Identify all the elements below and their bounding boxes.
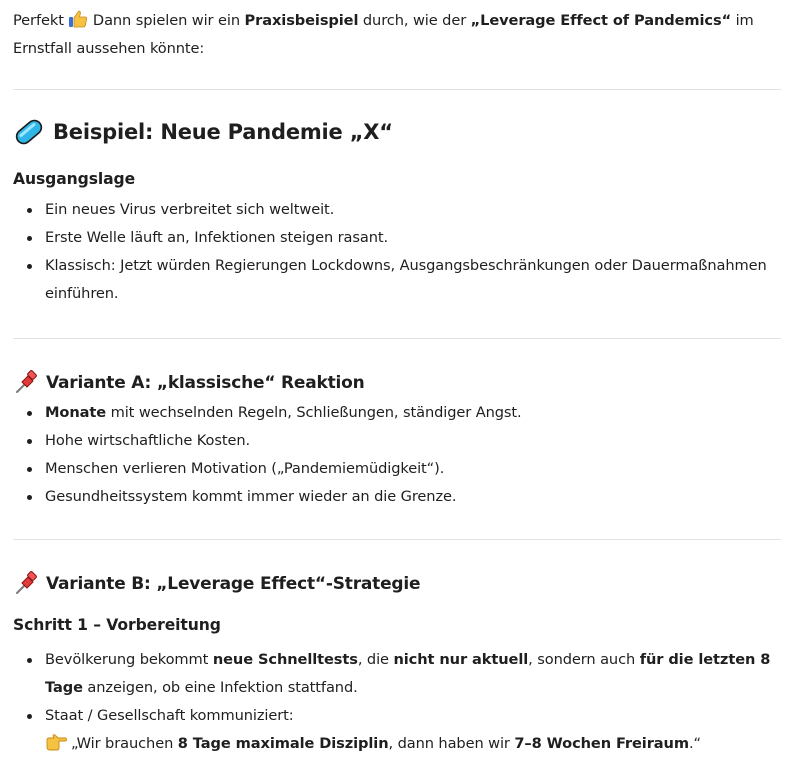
intro-text: im Ernstfall aussehen könnte: (13, 12, 754, 57)
ausgangslage-section (13, 170, 781, 308)
thumbs-up-icon (68, 10, 88, 28)
intro-paragraph (13, 0, 781, 63)
example-heading (13, 117, 781, 147)
list-item: Erste Welle läuft an, Infektionen steigen rasant. (13, 224, 781, 252)
step1-section (13, 616, 781, 758)
intro-bold: „Leverage Effect of Pandemics“ (470, 12, 732, 29)
example-title: Beispiel: Neue Pandemie „X“ (53, 120, 393, 144)
pointing-right-icon (45, 733, 67, 751)
intro-bold: Praxisbeispiel (244, 12, 359, 29)
list-item: Hohe wirtschaftliche Kosten. (13, 427, 781, 455)
step1-heading: Schritt 1 – Vorbereitung (13, 616, 221, 634)
divider (13, 539, 781, 540)
intro-text: Perfekt (13, 12, 69, 29)
variant-a-list (13, 399, 781, 511)
pushpin-icon (13, 370, 39, 396)
variant-a-section (13, 370, 781, 511)
variant-b-section (13, 571, 781, 597)
list-item: Monate mit wechselnden Regeln, Schließungen, ständiger Angst. (13, 399, 781, 427)
divider (13, 338, 781, 339)
divider (13, 89, 781, 90)
ausgangslage-list (13, 196, 781, 308)
list-item: Gesundheitssystem kommt immer wieder an die Grenze. (13, 483, 781, 511)
list-item: Menschen verlieren Motivation („Pandemiemüdigkeit“). (13, 455, 781, 483)
list-item: Staat / Gesellschaft kommuniziert: (13, 702, 781, 730)
intro-text: Dann spielen wir ein (88, 12, 245, 29)
variant-b-title: Variante B: „Leverage Effect“-Strategie (46, 574, 421, 594)
step1-list (13, 646, 781, 730)
example-section (13, 117, 781, 147)
intro-text: durch, wie der (358, 12, 471, 29)
pushpin-icon (13, 571, 39, 597)
quote-line: „Wir brauchen 8 Tage maximale Disziplin, dann haben wir 7–8 Wochen Freiraum.“ (13, 730, 781, 758)
list-item: Ein neues Virus verbreitet sich weltweit. (13, 196, 781, 224)
list-item: Bevölkerung bekommt neue Schnelltests, die nicht nur aktuell, sondern auch für die letzten 8 Tage anzeigen, ob eine Infektion stattfand. (13, 646, 781, 702)
list-item: Klassisch: Jetzt würden Regierungen Lockdowns, Ausgangsbeschränkungen oder Dauermaßnahmen einführen. (13, 252, 781, 308)
variant-a-title: Variante A: „klassische“ Reaktion (46, 373, 365, 393)
pill-icon (13, 117, 45, 147)
ausgangslage-heading: Ausgangslage (13, 170, 136, 188)
variant-b-heading (13, 571, 781, 597)
variant-a-heading (13, 370, 781, 396)
